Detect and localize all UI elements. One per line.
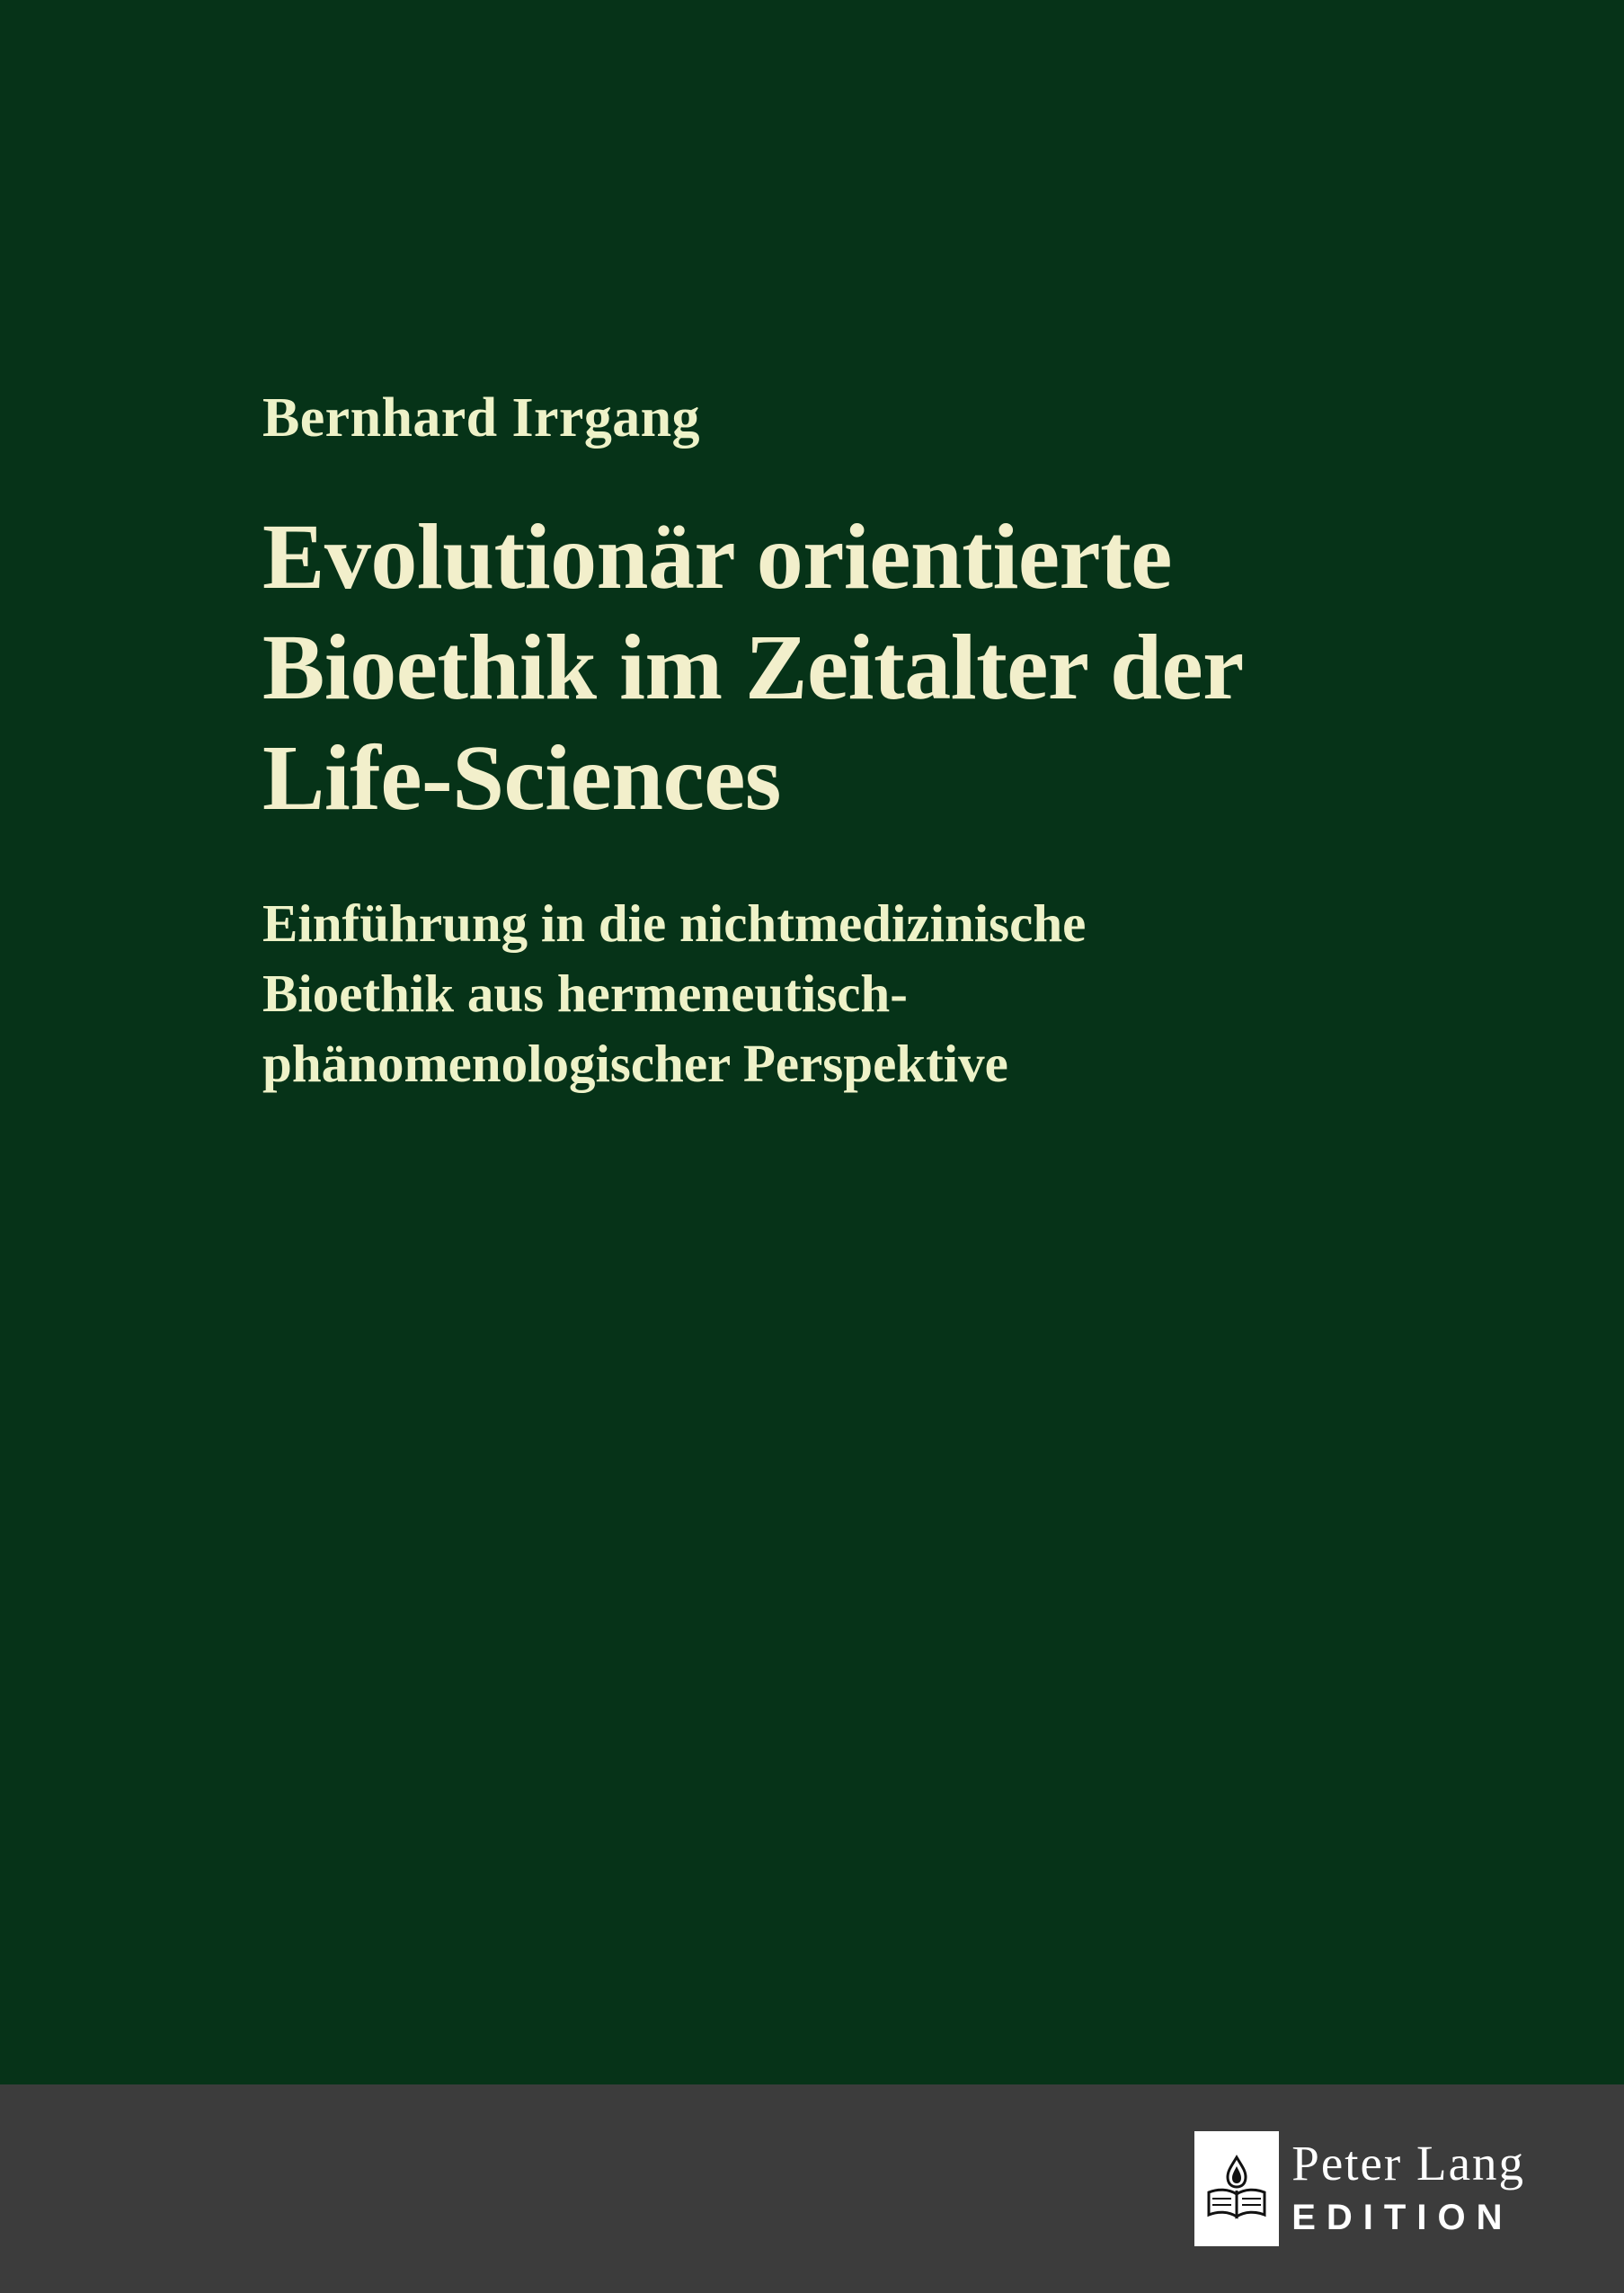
publisher-footer-bar — [0, 2084, 1624, 2293]
publisher-imprint: EDITION — [1291, 2198, 1513, 2238]
publisher-name: Peter Lang — [1291, 2135, 1525, 2191]
book-title: Evolutionär orientierte Bioethik im Zeitalter der Life-Sciences — [262, 505, 1242, 830]
book-subtitle: Einführung in die nichtmedizinische Bioethik aus hermeneutisch-phänomenologischer Perspektive — [262, 893, 1087, 1094]
publisher-logo — [1194, 2131, 1525, 2246]
open-book-with-flame-icon — [1194, 2131, 1279, 2246]
cover-text-block — [262, 387, 1422, 1099]
author-name: Bernhard Irrgang — [262, 387, 700, 449]
publisher-text — [1291, 2131, 1525, 2246]
